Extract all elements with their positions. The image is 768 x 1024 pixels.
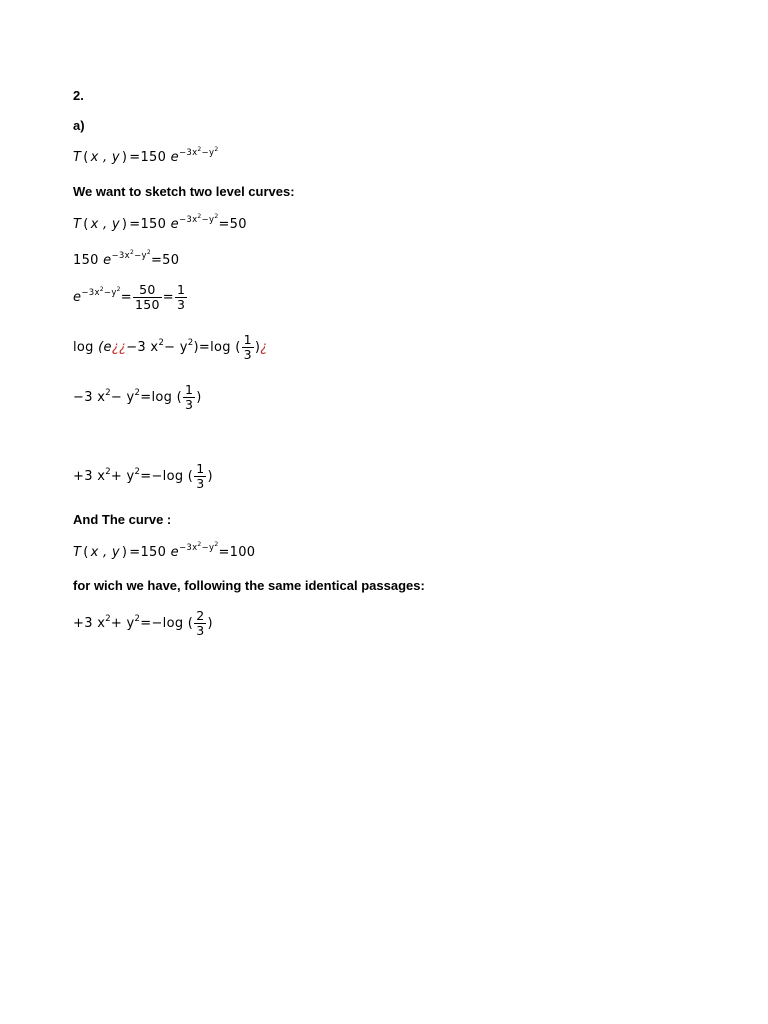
fraction-1-3: $\frac{1}{3}$ [176,282,186,312]
equation-log: log (e¿¿−3 $x^2- y^2)=\log$ ( $\frac{1}{3}$ )¿ [73,332,268,362]
fraction-log-arg: $\frac{1}{3}$ [243,332,252,362]
section-number: 2. [73,88,84,103]
part-label: a) [73,118,85,133]
fraction-50-150: $\frac{50}{150}$ [135,282,160,312]
passages-text: for wich we have, following the same identical passages: [73,578,425,593]
equation-positive-2: +3 $x^2+ y^2=-\log$ ( $\frac{2}{3}$ ) [73,608,213,638]
intro-text: We want to sketch two level curves: [73,184,295,199]
equation-positive-1: +3 $x^2+ y^2=-\log$ ( $\frac{1}{3}$ ) [73,461,213,491]
equation-150-exp: 150 $e^{-3x^2-y^2}=50$ [73,248,180,268]
fraction-pos2-arg: $\frac{2}{3}$ [196,608,205,638]
curve-text: And The curve : [73,512,172,527]
equation-temperature-function: T ( x , y ) =150 $e^{-3x^2-y^2}$ [73,145,219,165]
fraction-pos1-arg: $\frac{1}{3}$ [196,461,205,491]
equation-level-curve-100: T ( x , y ) =150 $e^{-3x^2-y^2}=100$ [73,540,256,560]
equation-level-curve-50: T ( x , y ) =150 $e^{-3x^2-y^2}=50$ [73,212,247,232]
fraction-neg-arg: $\frac{1}{3}$ [185,382,194,412]
equation-negative: −3 $x^2- y^2=\log$ ( $\frac{1}{3}$ ) [73,382,202,412]
equation-ratio: $e^{-3x^2-y^2}=$ $\frac{50}{150}$ = $\frac{1}{3}$ [73,282,186,312]
